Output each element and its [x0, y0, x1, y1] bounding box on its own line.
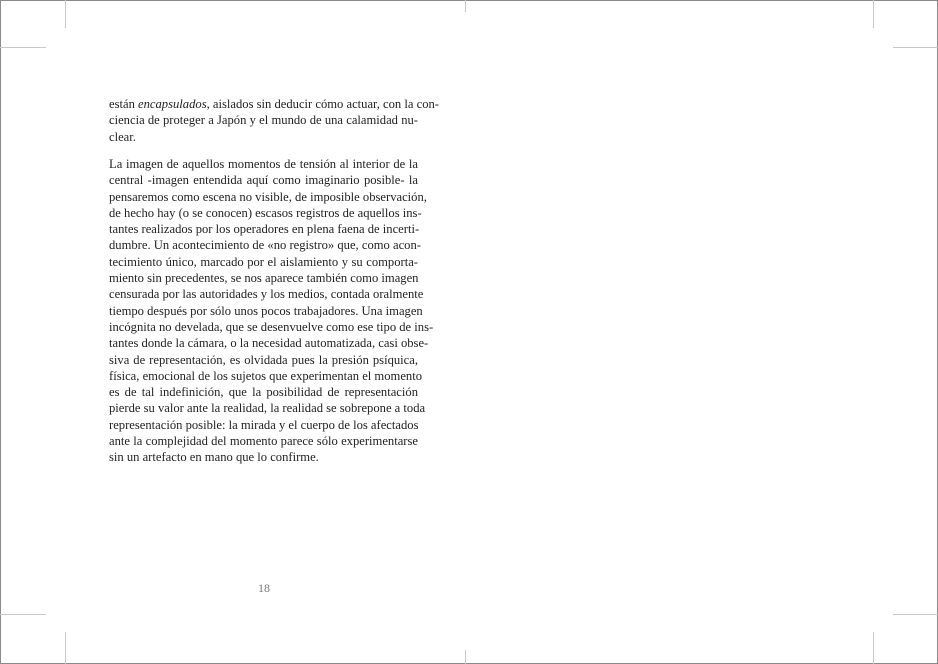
text-line: pensaremos como escena no visible, de imposible observación,: [109, 189, 427, 204]
paragraph-1: [109, 96, 439, 145]
text-line: pierde su valor ante la realidad, la realidad se sobrepone a toda: [109, 401, 426, 416]
text-line: tecimiento único, marcado por el aislamiento y su comporta-: [109, 254, 418, 269]
text-line: dumbre. Un acontecimiento de «no registro» que, como acon-: [109, 238, 421, 253]
crop-mark: [893, 614, 938, 615]
text-line: tantes realizados por los operadores en plena faena de incerti-: [109, 222, 420, 237]
crop-mark: [873, 632, 874, 664]
text-line: censurada por las autoridades y los medios, contada oralmente: [109, 287, 424, 302]
text-line: siva de representación, es olvidada pues la presión psíquica,: [109, 352, 418, 367]
italic-term: encapsulados: [138, 97, 207, 111]
text-span: están: [109, 97, 139, 111]
crop-mark: [465, 0, 466, 12]
crop-mark: [65, 632, 66, 664]
text-line: [109, 96, 439, 112]
crop-mark: [465, 650, 466, 664]
text-line: representación posible: la mirada y el cuerpo de los afectados: [109, 417, 419, 432]
text-span: , aislados sin deducir cómo actuar, con la con-: [206, 97, 439, 111]
text-line: tantes donde la cámara, o la necesidad automatizada, casi obse-: [109, 336, 429, 351]
paragraph-2: [109, 156, 434, 466]
text-line: ciencia de proteger a Japón y el mundo de una calamidad nu-: [109, 113, 418, 128]
crop-mark: [0, 614, 46, 615]
text-line: central -imagen entendida aquí como imaginario posible- la: [109, 173, 418, 188]
text-line: es de tal indefinición, que la posibilidad de representación: [109, 385, 418, 400]
page-number: 18: [258, 581, 270, 595]
text-line: miento sin precedentes, se nos aparece también como imagen: [109, 271, 419, 286]
crop-mark: [65, 0, 66, 28]
crop-mark: [0, 47, 46, 48]
text-line: incógnita no develada, que se desenvuelve como ese tipo de ins-: [109, 319, 434, 334]
text-line: La imagen de aquellos momentos de tensión al interior de la: [109, 157, 418, 171]
text-line: clear.: [109, 129, 136, 144]
text-line: ante la complejidad del momento parece sólo experimentarse: [109, 434, 418, 449]
crop-mark: [893, 47, 938, 48]
crop-mark: [873, 0, 874, 28]
text-line: sin un artefacto en mano que lo confirme.: [109, 450, 319, 465]
text-line: física, emocional de los sujetos que experimentan el momento: [109, 368, 423, 383]
text-line: tiempo después por sólo unos pocos trabajadores. Una imagen: [109, 303, 423, 318]
text-line: de hecho hay (o se conocen) escasos registros de aquellos ins-: [109, 205, 422, 220]
